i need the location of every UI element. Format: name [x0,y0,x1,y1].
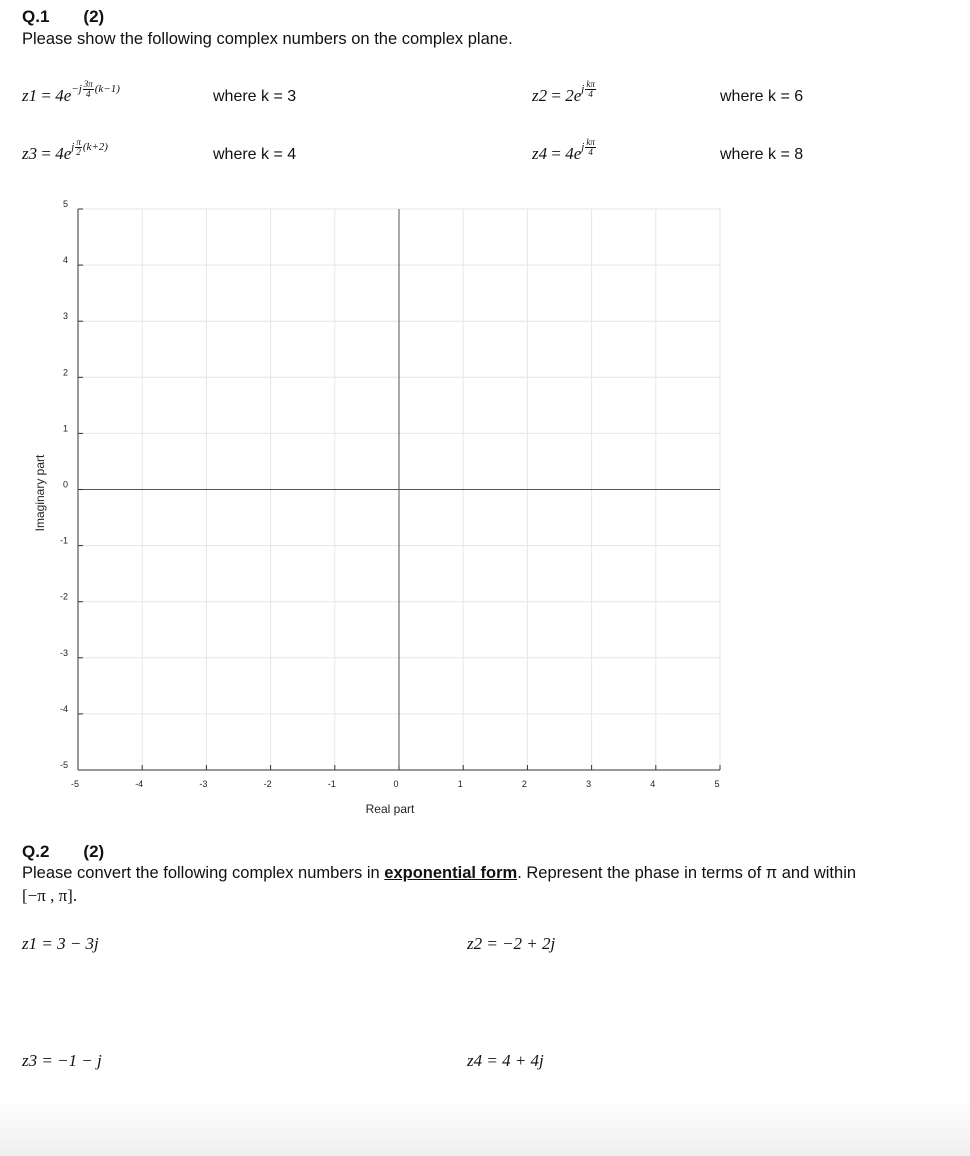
y-tick-label: -3 [59,647,68,658]
z3-label: z3 [22,144,38,163]
q1-z4-expression: $z4 = 4e^{j \frac{k\pi}{4}}$ [532,136,595,163]
q2-z3-expression: z3 = −1 − j [22,1051,102,1070]
y-tick-label: 3 [62,311,68,322]
y-tick-label: -2 [59,591,68,602]
z3-coefficient: 4e [55,144,72,163]
x-tick-label: -3 [199,779,208,789]
x-tick-label: 5 [714,779,720,789]
q2-heading [22,842,104,862]
q2-z2-expression: z2 = −2 + 2j [467,934,556,953]
x-tick-label: 2 [521,779,527,789]
y-tick-label: -4 [59,703,68,714]
q1-z2-expression: $z2 = 2e^{j \frac{k\pi}{4}}$ [532,78,595,105]
z4-label: z4 [532,144,548,163]
z2-exponent: j kπ 4 [581,78,595,99]
q1-z3-condition: where k = 4 [213,146,297,163]
page-bottom-shade [0,1098,970,1156]
x-tick-label: 0 [393,779,399,789]
y-tick-label: -5 [59,760,68,770]
x-tick-label: 3 [586,779,592,789]
x-axis-label: Real part [365,802,415,816]
q2-interval: [−π , π]. [22,886,78,905]
y-tick-label: 0 [62,479,68,490]
z3-exponent: j π 2 (k+2) [71,136,108,157]
z2-label: z2 [532,86,548,105]
z4-exponent: j kπ 4 [581,136,595,157]
z2-coefficient: 2e [565,86,582,105]
x-tick-label: -5 [70,779,80,789]
q1-z1-expression: $z1 = 4e^{-j \frac{3\pi}{4} (k-1)}$ [22,78,120,105]
chart-axes [78,209,720,770]
y-tick-label: 1 [62,423,68,434]
z1-coefficient: 4e [55,86,72,105]
x-tick-label: -1 [327,779,336,789]
q2-instruction-start: Please convert the following complex numbers in [22,864,385,882]
q2-number: Q.2 [22,842,50,861]
x-tick-label: 1 [457,779,463,789]
chart-ticks [60,199,720,789]
q2-instruction-end: . Represent the phase in terms of π and within [517,864,857,882]
y-tick-label: 4 [62,255,68,266]
z1-exponent: −j 3π 4 (k−1) [71,78,120,99]
z4-coefficient: 4e [565,144,582,163]
q1-z4-condition: where k = 8 [720,146,804,163]
z1-label: z1 [22,86,38,105]
q2-z4-expression: z4 = 4 + 4j [467,1051,544,1070]
x-tick-label: -4 [135,779,144,789]
x-tick-label: 4 [650,779,656,789]
q2-instruction-emphasis: exponential form [384,864,518,882]
q1-z1-condition: where k = 3 [213,88,297,105]
q1-z2-condition: where k = 6 [720,88,804,105]
x-tick-label: -2 [263,779,272,789]
q1-instruction: Please show the following complex numbers on the complex plane. [22,30,513,48]
q1-points: (2) [83,7,105,26]
y-tick-label: -1 [59,535,68,546]
y-tick-label: 5 [62,199,68,209]
q2-instruction [22,864,856,883]
complex-plane-chart [0,190,970,830]
q1-z3-expression: $z3 = 4e^{j \frac{\pi}{2} (k+2)}$ [22,136,108,163]
y-tick-label: 2 [62,367,68,378]
q1-heading [22,7,104,27]
q2-z1-expression: z1 = 3 − 3j [22,934,99,953]
q2-points: (2) [83,842,105,861]
q1-number: Q.1 [22,7,50,26]
y-axis-label: Imaginary part [33,454,47,532]
